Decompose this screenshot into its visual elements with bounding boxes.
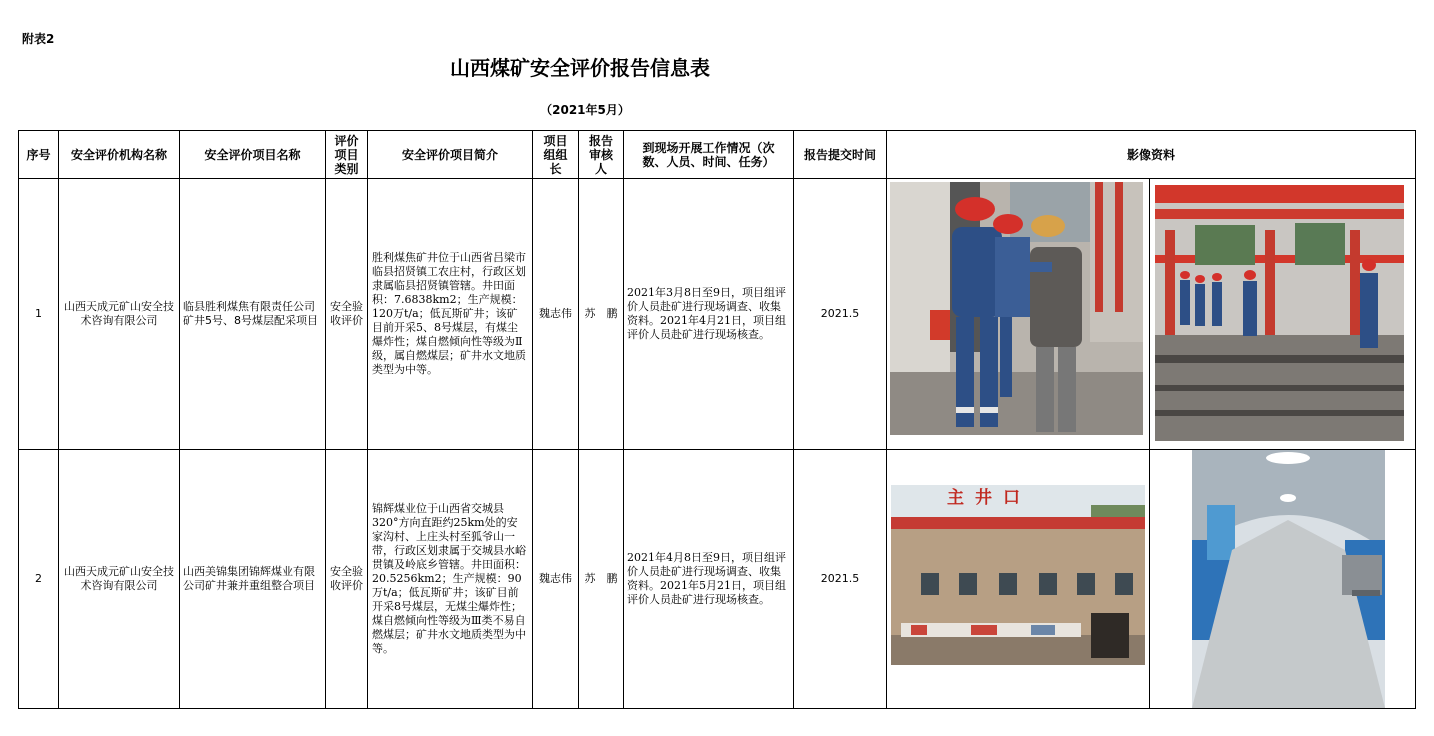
- row-no: 1: [19, 179, 59, 450]
- row-org: 山西天成元矿山安全技术咨询有限公司: [59, 450, 180, 709]
- col-reviewer: 报告审核人: [579, 131, 624, 179]
- row-visit: 2021年4月8日至9日，项目组评价人员赴矿进行现场调查、收集资料。2021年5月21日，项目组评价人员赴矿进行现场核查。: [624, 450, 794, 709]
- col-images: 影像资料: [887, 131, 1416, 179]
- row-leader: 魏志伟: [533, 179, 579, 450]
- row-reviewer: 苏 鹏: [579, 450, 624, 709]
- row-summary: 胜利煤焦矿井位于山西省吕梁市临县招贤镇工农庄村，行政区划隶属临县招贤镇管辖。井田面积：7.6838km2；生产规模：120万t/a；低瓦斯矿井；该矿目前开采5、8号煤层，有煤尘爆炸性；煤自燃倾向性等级为Ⅱ级，属自燃煤层；矿井水文地质类型为中等。: [368, 179, 533, 450]
- row-submit: 2021.5: [794, 450, 887, 709]
- photo-mine-yard: [1155, 185, 1404, 441]
- col-visit: 到现场开展工作情况（次数、人员、时间、任务）: [624, 131, 794, 179]
- row-visit: 2021年3月8日至9日，项目组评价人员赴矿进行现场调查、收集资料。2021年4月21日，项目组评价人员赴矿进行现场核查。: [624, 179, 794, 450]
- row-leader: 魏志伟: [533, 450, 579, 709]
- row-project: 山西美锦集团锦辉煤业有限公司矿井兼并重组整合项目: [180, 450, 326, 709]
- row-submit: 2021.5: [794, 179, 887, 450]
- table-row: [19, 179, 1416, 450]
- report-date: （2021年5月）: [540, 103, 630, 117]
- main-shaft-sign: 主井口: [947, 488, 1031, 508]
- col-leader: 项目组组长: [533, 131, 579, 179]
- row-summary: 锦辉煤业位于山西省交城县320°方向直距约25km处的安家沟村、上庄头村至狐爷山一带，行政区划隶属于交城县水峪贯镇及岭底乡管辖。井田面积：20.5256km2；生产规模：90万t/a；低瓦斯矿井；该矿目前开采8号煤层，无煤尘爆炸性；煤自燃倾向性等级为Ⅲ类不易自燃煤层；矿井水文地质类型为中等。: [368, 450, 533, 709]
- col-submit: 报告提交时间: [794, 131, 887, 179]
- row-org: 山西天成元矿山安全技术咨询有限公司: [59, 179, 180, 450]
- info-table: [18, 130, 1416, 709]
- photo-workers-inspection: [890, 182, 1143, 435]
- row-no: 2: [19, 450, 59, 709]
- attachment-label: 附表2: [22, 32, 55, 46]
- page-title: 山西煤矿安全评价报告信息表: [450, 56, 710, 80]
- col-category: 评价项目类别: [326, 131, 368, 179]
- row-project: 临县胜利煤焦有限责任公司矿井5号、8号煤层配采项目: [180, 179, 326, 450]
- table-row: [19, 450, 1416, 709]
- row-images: [887, 179, 1416, 450]
- col-no: 序号: [19, 131, 59, 179]
- photo-main-shaft-building: [891, 485, 1145, 665]
- col-project: 安全评价项目名称: [180, 131, 326, 179]
- col-summary: 安全评价项目简介: [368, 131, 533, 179]
- photo-mine-tunnel: [1192, 450, 1385, 708]
- col-org: 安全评价机构名称: [59, 131, 180, 179]
- header-row: [19, 131, 1416, 179]
- row-images: [887, 450, 1416, 709]
- row-category: 安全验收评价: [326, 450, 368, 709]
- row-category: 安全验收评价: [326, 179, 368, 450]
- row-reviewer: 苏 鹏: [579, 179, 624, 450]
